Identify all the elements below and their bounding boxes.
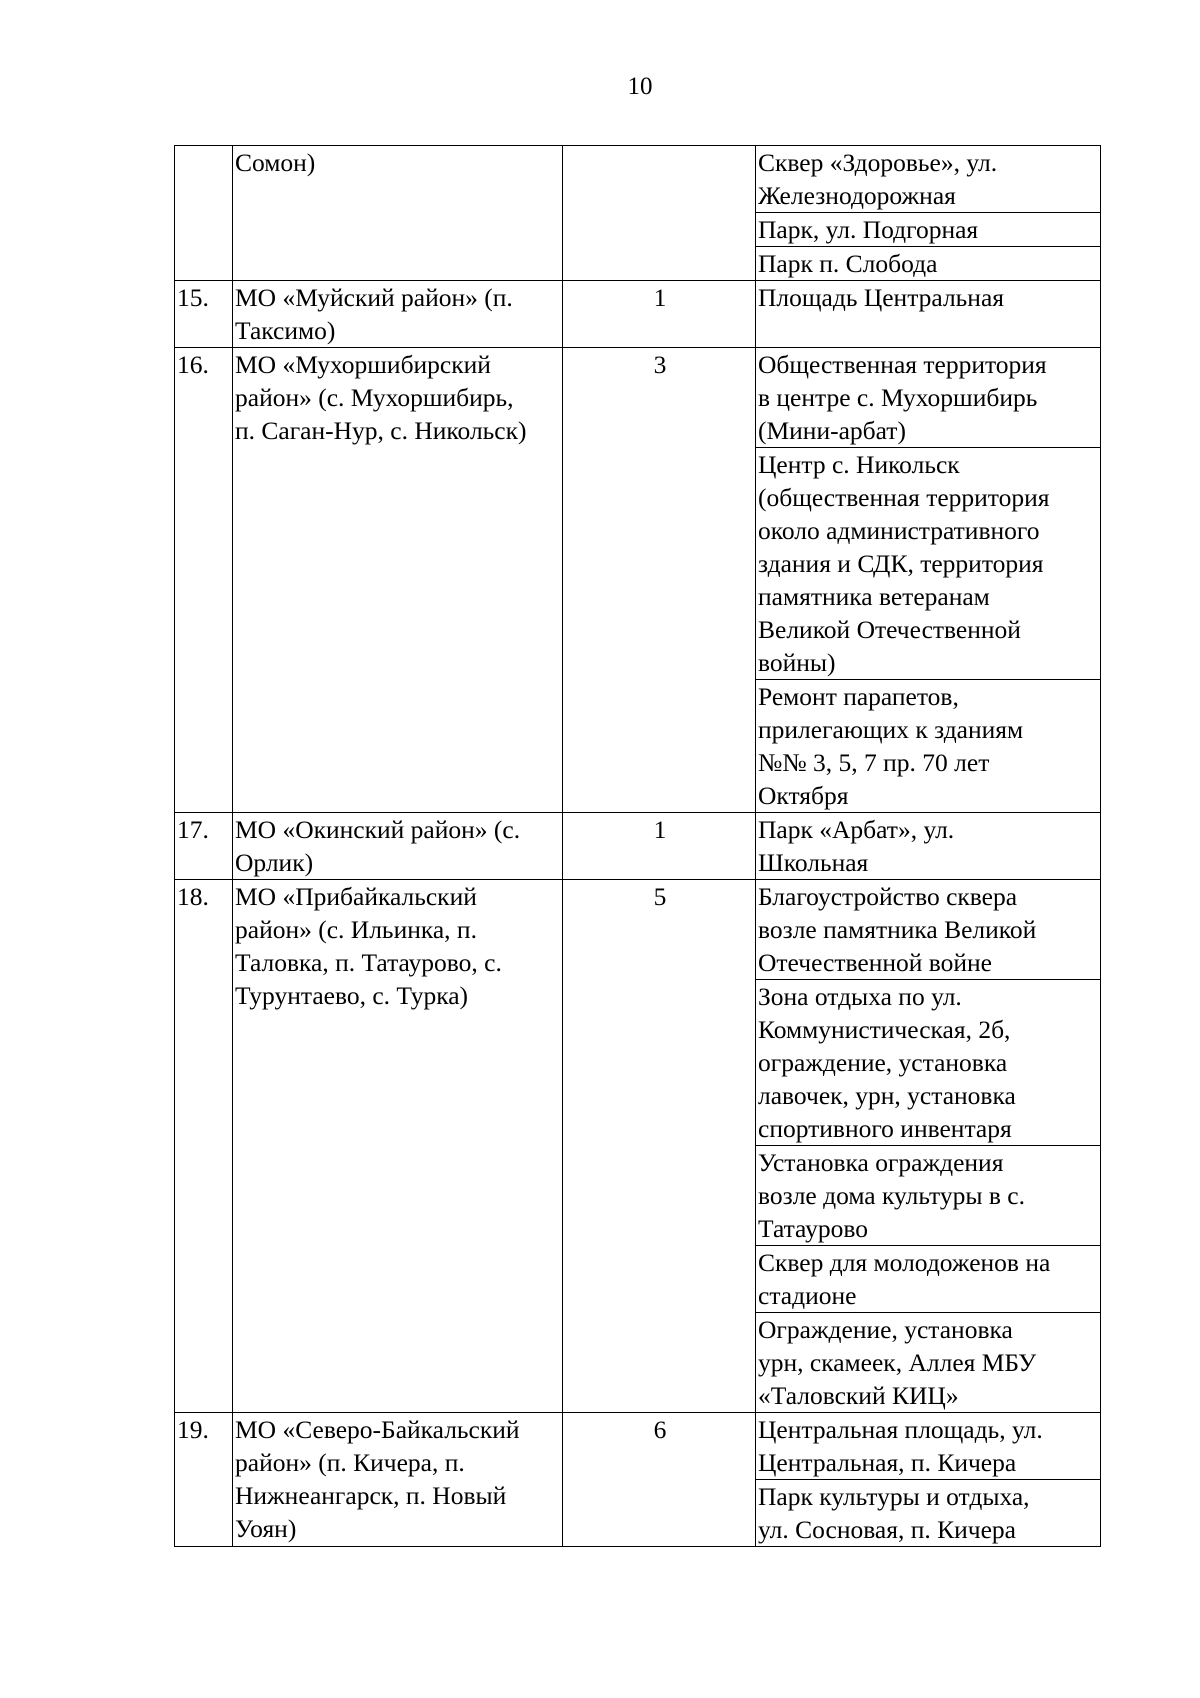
municipality-cell: [233, 880, 563, 1413]
cell-line: Железнодорожная: [758, 181, 956, 210]
cell-line: Парк «Арбат», ул.: [758, 815, 955, 844]
object-count-cell: 3: [563, 348, 756, 813]
cell-line: МО «Прибайкальский: [235, 882, 477, 911]
territories-table: [174, 145, 1101, 1547]
cell-line: Таксимо): [235, 316, 336, 345]
public-territory-cell: [756, 1480, 1101, 1547]
municipality-cell: [233, 146, 563, 281]
cell-line: Центральная площадь, ул.: [758, 1415, 1043, 1444]
cell-line: около административного: [758, 516, 1040, 545]
cell-line: район» (п. Кичера, п.: [235, 1448, 465, 1477]
table-row: [175, 281, 1101, 348]
cell-line: МО «Окинский район» (с.: [235, 815, 521, 844]
cell-line: Турунтаево, с. Турка): [235, 981, 469, 1010]
row-number-cell: 15.: [175, 281, 233, 348]
object-count-cell: 6: [563, 1413, 756, 1547]
cell-line: Установка ограждения: [758, 1148, 1004, 1177]
public-territory-cell: [756, 281, 1101, 348]
cell-line: Зона отдыха по ул.: [758, 982, 962, 1011]
table-row: [175, 813, 1101, 880]
cell-line: Парк, ул. Подгорная: [758, 215, 979, 244]
municipality-cell: [233, 813, 563, 880]
object-count-cell: [563, 146, 756, 281]
cell-line: Великой Отечественной: [758, 615, 1021, 644]
public-territory-cell: [756, 448, 1101, 680]
cell-line: Нижнеангарск, п. Новый: [235, 1481, 507, 1510]
municipality-cell: [233, 348, 563, 813]
cell-line: возле дома культуры в с.: [758, 1181, 1025, 1210]
municipality-cell: [233, 1413, 563, 1547]
cell-line: район» (с. Мухоршибирь,: [235, 383, 514, 412]
cell-line: ул. Сосновая, п. Кичера: [758, 1515, 1016, 1544]
public-territory-cell: [756, 1413, 1101, 1480]
table-row: [175, 348, 1101, 448]
cell-line: в центре с. Мухоршибирь: [758, 383, 1038, 412]
cell-line: стадионе: [758, 1281, 857, 1310]
cell-line: Орлик): [235, 848, 314, 877]
cell-line: спортивного инвентаря: [758, 1114, 1012, 1143]
cell-line: Коммунистическая, 2б,: [758, 1015, 1011, 1044]
cell-line: Парк п. Слобода: [758, 249, 938, 278]
public-territory-cell: [756, 813, 1101, 880]
public-territory-cell: [756, 146, 1101, 213]
public-territory-cell: [756, 213, 1101, 247]
cell-line: Татаурово: [758, 1214, 868, 1243]
row-number-cell: 19.: [175, 1413, 233, 1547]
cell-line: памятника ветеранам: [758, 582, 990, 611]
cell-line: Октября: [758, 781, 849, 810]
cell-line: «Таловский КИЦ»: [758, 1381, 959, 1410]
public-territory-cell: [756, 1246, 1101, 1313]
public-territory-cell: [756, 348, 1101, 448]
cell-line: урн, скамеек, Аллея МБУ: [758, 1348, 1037, 1377]
cell-line: п. Саган-Нур, с. Никольск): [235, 416, 527, 445]
object-count-cell: 5: [563, 880, 756, 1413]
table-body: [175, 146, 1101, 1547]
cell-line: Общественная территория: [758, 350, 1047, 379]
cell-line: район» (с. Ильинка, п.: [235, 915, 477, 944]
cell-line: МО «Северо-Байкальский: [235, 1415, 520, 1444]
cell-line: Парк культуры и отдыха,: [758, 1482, 1030, 1511]
cell-line: Центр с. Никольск: [758, 450, 960, 479]
cell-line: №№ 3, 5, 7 пр. 70 лет: [758, 748, 990, 777]
cell-line: Ремонт парапетов,: [758, 682, 959, 711]
cell-line: МО «Муйский район» (п.: [235, 283, 513, 312]
cell-line: Сомон): [235, 148, 316, 177]
cell-line: Ограждение, установка: [758, 1315, 1013, 1344]
public-territory-cell: [756, 247, 1101, 281]
cell-line: (общественная территория: [758, 483, 1050, 512]
municipality-cell: [233, 281, 563, 348]
cell-line: Уоян): [235, 1514, 297, 1543]
cell-line: войны): [758, 648, 836, 677]
public-territory-cell: [756, 980, 1101, 1146]
cell-line: (Мини-арбат): [758, 416, 906, 445]
cell-line: ограждение, установка: [758, 1048, 1008, 1077]
cell-line: прилегающих к зданиям: [758, 715, 1024, 744]
cell-line: Сквер для молодоженов на: [758, 1248, 1051, 1277]
cell-line: возле памятника Великой: [758, 915, 1037, 944]
cell-line: МО «Мухоршибирский: [235, 350, 491, 379]
public-territory-cell: [756, 680, 1101, 813]
cell-line: Площадь Центральная: [758, 283, 1004, 312]
row-number-cell: 18.: [175, 880, 233, 1413]
cell-line: Отечественной войне: [758, 948, 992, 977]
object-count-cell: 1: [563, 813, 756, 880]
cell-line: здания и СДК, территория: [758, 549, 1044, 578]
cell-line: Благоустройство сквера: [758, 882, 1018, 911]
row-number-cell: 17.: [175, 813, 233, 880]
cell-line: Школьная: [758, 848, 869, 877]
cell-line: лавочек, урн, установка: [758, 1081, 1016, 1110]
cell-line: Таловка, п. Татаурово, с.: [235, 948, 502, 977]
public-territory-cell: [756, 1146, 1101, 1246]
table-row: [175, 880, 1101, 980]
page-number: 10: [627, 73, 653, 100]
row-number-cell: [175, 146, 233, 281]
cell-line: Сквер «Здоровье», ул.: [758, 148, 998, 177]
public-territory-cell: [756, 880, 1101, 980]
public-territory-cell: [756, 1313, 1101, 1413]
object-count-cell: 1: [563, 281, 756, 348]
cell-line: Центральная, п. Кичера: [758, 1448, 1017, 1477]
table-row: [175, 1413, 1101, 1480]
table-row: [175, 146, 1101, 213]
row-number-cell: 16.: [175, 348, 233, 813]
